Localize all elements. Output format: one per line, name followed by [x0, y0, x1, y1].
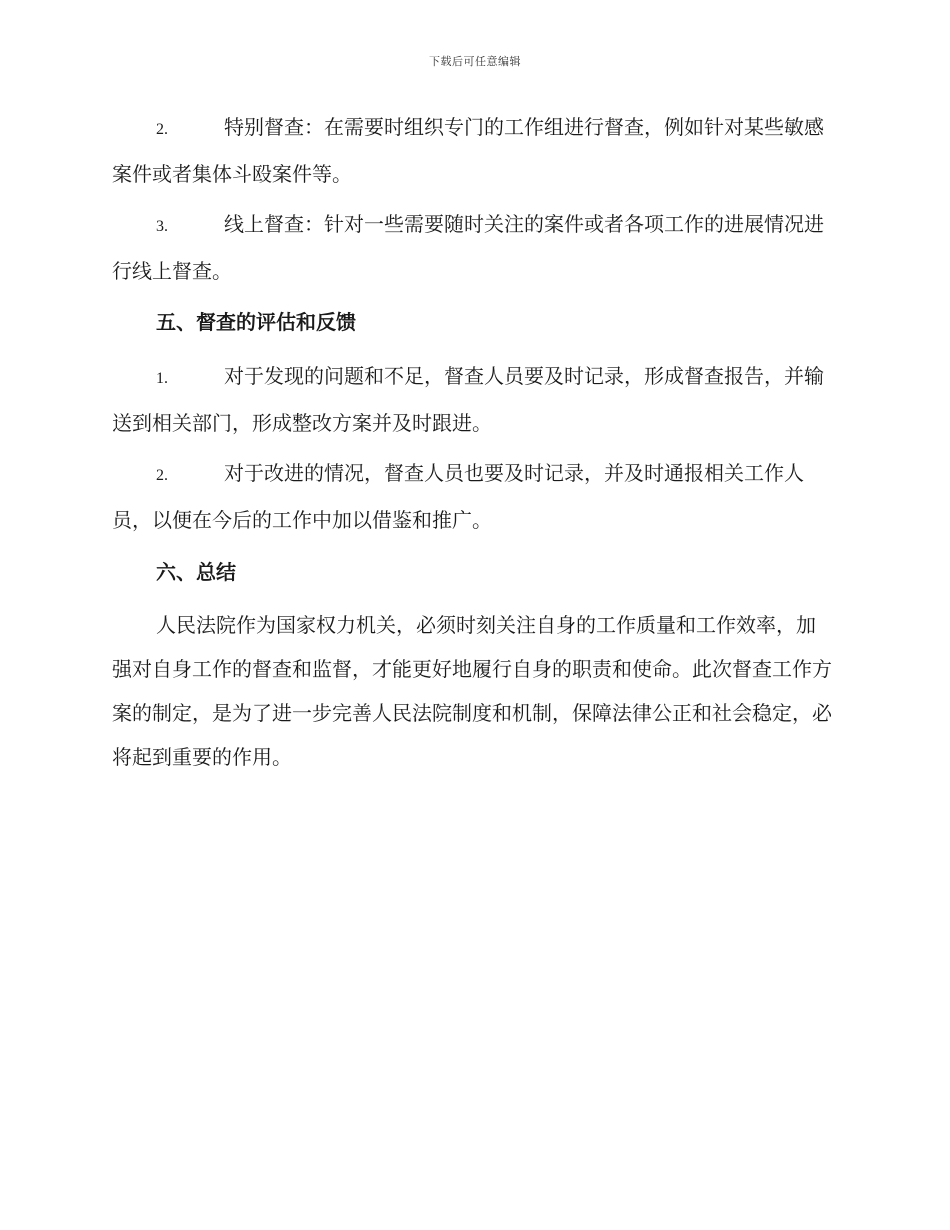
summary-paragraph: 人民法院作为国家权力机关，必须时刻关注自身的工作质量和工作效率，加强对自身工作的督查和监督，才能更好地履行自身的职责和使命。此次督查工作方案的制定，是为了进一步完善人民法院制度和机制，保障法律公正和社会稳定，必将起到重要的作用。	[112, 613, 832, 769]
section-heading-evaluation: 五、督查的评估和反馈	[156, 310, 356, 334]
section-heading-summary: 六、总结	[156, 560, 236, 584]
list-item-improvement-recording	[112, 451, 834, 542]
list-item-number: 1.	[156, 370, 168, 387]
page-header: 下载后可任意编辑	[429, 55, 521, 68]
list-item-number: 3.	[156, 218, 168, 235]
list-item-text: 对于发现的问题和不足，督查人员要及时记录，形成督查报告，并输送到相关部门，形成整改方案并及时跟进。	[112, 364, 824, 435]
list-item-text: 线上督查：针对一些需要随时关注的案件或者各项工作的进展情况进行线上督查。	[112, 212, 824, 283]
list-item-text: 特别督查：在需要时组织专门的工作组进行督查，例如针对某些敏感案件或者集体斗殴案件等。	[112, 115, 824, 186]
list-item-text: 对于改进的情况，督查人员也要及时记录，并及时通报相关工作人员，以便在今后的工作中加以借鉴和推广。	[112, 461, 804, 532]
list-item-number: 2.	[156, 467, 168, 484]
list-item-problem-recording	[112, 354, 834, 445]
list-item-special-inspection	[112, 105, 834, 196]
list-item-number: 2.	[156, 121, 168, 138]
list-item-online-inspection	[112, 202, 834, 293]
